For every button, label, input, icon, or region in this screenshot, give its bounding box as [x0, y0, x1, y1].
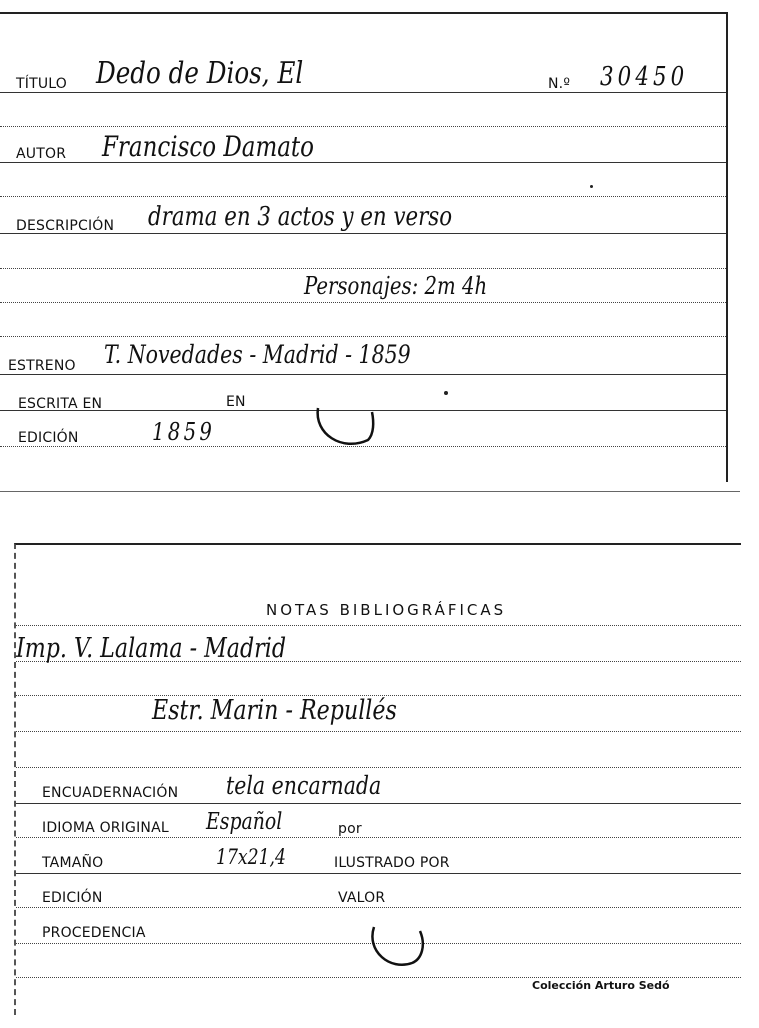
size-label: TAMAÑO: [42, 855, 104, 871]
size-value: 17x21,4: [216, 845, 286, 869]
title-value: Dedo de Dios, El: [96, 56, 304, 91]
stamp-circle-mark: [312, 404, 382, 454]
title-label: TÍTULO: [16, 76, 67, 92]
language-label: IDIOMA ORIGINAL: [42, 820, 169, 836]
premiere-value: T. Novedades - Madrid - 1859: [104, 340, 411, 369]
rule-edition: [16, 907, 741, 908]
characters-value: Personajes: 2m 4h: [304, 272, 488, 300]
author-value: Francisco Damato: [102, 130, 314, 163]
rule-blank-2: [0, 196, 726, 197]
rule-blank-4: [0, 336, 726, 337]
cut-line: [0, 491, 740, 492]
rule-blank-1: [0, 126, 726, 127]
edition-label-back: EDICIÓN: [42, 890, 103, 906]
author-label: AUTOR: [16, 146, 67, 162]
number-label: N.º: [548, 76, 571, 92]
collection-label: Colección Arturo Sedó: [532, 979, 670, 992]
binding-label: ENCUADERNACIÓN: [42, 785, 179, 801]
value-label: VALOR: [338, 890, 386, 906]
ink-dot: [444, 391, 448, 395]
rule-bottom: [16, 977, 741, 978]
written-in-label: ESCRITA EN: [18, 396, 103, 412]
en-label: EN: [226, 394, 246, 410]
edition-label: EDICIÓN: [18, 430, 79, 446]
rule-titulo: [0, 92, 726, 93]
stamp-circle-mark: [362, 921, 432, 971]
description-label: DESCRIPCIÓN: [16, 218, 115, 234]
note-line-1: Imp. V. Lalama - Madrid: [16, 633, 286, 664]
catalog-card-back: [14, 543, 741, 1015]
note-line-2: Estr. Marin - Repullés: [152, 695, 397, 726]
rule-estreno: [0, 374, 726, 375]
por-label: por: [338, 821, 362, 837]
rule-personajes: [0, 302, 726, 303]
number-value: 30450: [600, 62, 689, 92]
rule-notes-4: [16, 767, 741, 768]
description-value: drama en 3 actos y en verso: [148, 202, 453, 232]
rule-binding: [16, 803, 741, 804]
ink-dot: [590, 185, 593, 188]
notes-heading: NOTAS BIBLIOGRÁFICAS: [266, 601, 507, 619]
catalog-card-front: [0, 12, 728, 482]
rule-notes-3: [16, 731, 741, 732]
rule-size: [16, 873, 741, 874]
edition-value: 1859: [152, 418, 216, 446]
rule-language: [16, 837, 741, 838]
binding-value: tela encarnada: [226, 771, 382, 800]
illustrated-label: ILUSTRADO POR: [334, 855, 450, 871]
premiere-label: ESTRENO: [8, 358, 76, 374]
rule-notes-0: [16, 625, 741, 626]
language-value: Español: [206, 809, 283, 835]
rule-blank-3: [0, 268, 726, 269]
provenance-label: PROCEDENCIA: [42, 925, 146, 941]
